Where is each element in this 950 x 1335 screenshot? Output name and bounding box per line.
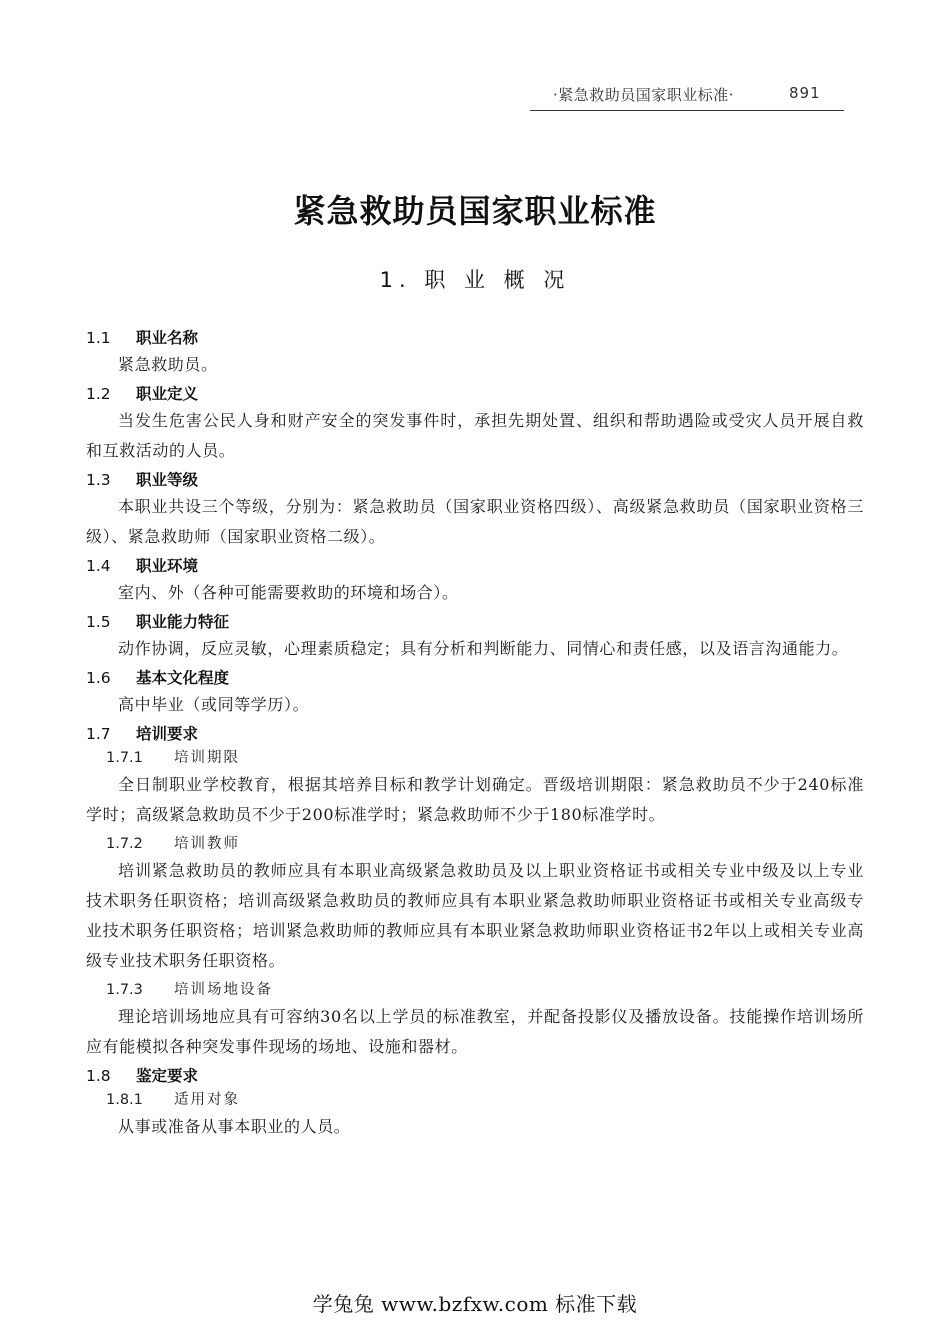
subsection-heading-1-7-2 [86, 832, 864, 856]
section-text-1-5: 动作协调，反应灵敏，心理素质稳定；具有分析和判断能力、同情心和责任感，以及语言沟通能力。 [118, 639, 849, 658]
section-text-1-4: 室内、外（各种可能需要救助的环境和场合）。 [118, 583, 459, 602]
section-title: 鉴定要求 [136, 1067, 199, 1085]
footer-watermark: 学兔兔 www.bzfxw.com 标准下载 [312, 1292, 638, 1316]
section-heading-1-2 [86, 382, 864, 406]
section-heading-1-7 [86, 722, 864, 746]
section-heading-1-6 [86, 666, 864, 690]
section-heading-1-8 [86, 1064, 864, 1088]
chapter-heading: 1. 职 业 概 况 [379, 268, 571, 292]
subsection-text-1-7-3: 理论培训场地应具有可容纳30名以上学员的标准教室，并配备投影仪及播放设备。技能操作培训场所应有能模拟各种突发事件现场的场地、设施和器材。 [86, 1007, 864, 1056]
section-text-1-3: 本职业共设三个等级，分别为：紧急救助员（国家职业资格四级）、高级紧急救助员（国家职业资格三级）、紧急救助师（国家职业资格二级）。 [86, 497, 864, 546]
subsection-number: 1.7.3 [106, 982, 143, 998]
subsection-title: 适用对象 [174, 1092, 240, 1108]
section-text-1-1: 紧急救助员。 [118, 355, 218, 374]
subsection-title: 培训场地设备 [174, 982, 273, 998]
section-text-1-6: 高中毕业（或同等学历）。 [118, 695, 310, 714]
subsection-title: 培训期限 [174, 750, 240, 766]
section-heading-1-4 [86, 554, 864, 578]
document-title: 紧急救助员国家职业标准 [293, 192, 657, 230]
header-rule [530, 110, 844, 111]
subsection-heading-1-7-3 [86, 978, 864, 1002]
subsection-number: 1.7.1 [106, 750, 143, 766]
section-title: 职业定义 [136, 385, 199, 403]
subsection-text-1-8-1: 从事或准备从事本职业的人员。 [118, 1117, 351, 1136]
section-title: 基本文化程度 [136, 669, 230, 687]
running-title: ·紧急救助员国家职业标准· [553, 86, 735, 104]
section-title: 职业环境 [136, 557, 199, 575]
subsection-text-1-7-2: 培训紧急救助员的教师应具有本职业高级紧急救助员及以上职业资格证书或相关专业中级及以上专业技术职务任职资格；培训高级紧急救助员的教师应具有本职业紧急救助师职业资格证书或相关专业高级专业技术职务任职资格；培训紧急救助师的教师应具有本职业紧急救助师职业资格证书2年以上或相关专业高级专业技术职务任职资格。 [86, 861, 864, 970]
section-number: 1.7 [86, 725, 111, 743]
subsection-number: 1.8.1 [106, 1092, 143, 1108]
section-title: 职业名称 [136, 329, 199, 347]
section-number: 1.3 [86, 471, 111, 489]
section-number: 1.6 [86, 669, 111, 687]
section-number: 1.1 [86, 329, 111, 347]
section-number: 1.4 [86, 557, 111, 575]
section-title: 职业能力特征 [136, 613, 230, 631]
section-number: 1.2 [86, 385, 111, 403]
section-heading-1-1 [86, 326, 864, 350]
subsection-heading-1-8-1 [86, 1088, 864, 1112]
section-heading-1-3 [86, 468, 864, 492]
section-heading-1-5 [86, 610, 864, 634]
subsection-title: 培训教师 [174, 836, 240, 852]
section-title: 职业等级 [136, 471, 199, 489]
section-text-1-2: 当发生危害公民人身和财产安全的突发事件时，承担先期处置、组织和帮助遇险或受灾人员开展自救和互救活动的人员。 [86, 411, 864, 460]
subsection-number: 1.7.2 [106, 836, 143, 852]
page-number: 891 [789, 84, 821, 102]
subsection-text-1-7-1: 全日制职业学校教育，根据其培养目标和教学计划确定。晋级培训期限：紧急救助员不少于240标准学时；高级紧急救助员不少于200标准学时；紧急救助师不少于180标准学时。 [86, 775, 864, 824]
section-number: 1.5 [86, 613, 111, 631]
document-body [86, 326, 864, 1144]
subsection-heading-1-7-1 [86, 746, 864, 770]
section-number: 1.8 [86, 1067, 111, 1085]
section-title: 培训要求 [136, 725, 199, 743]
